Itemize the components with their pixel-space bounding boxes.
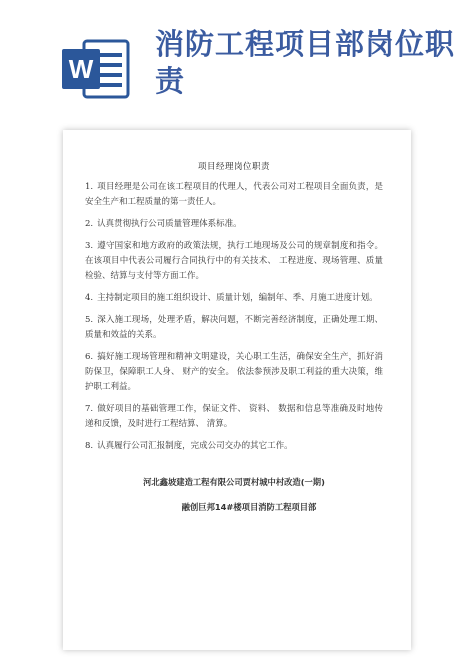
department-name: 融创巨邦14#楼项目消防工程项目部 <box>181 502 317 512</box>
document-page <box>63 130 411 650</box>
duty-item: 3. 遵守国家和地方政府的政策法规，执行工地现场及公司的规章制度和指令。 在该项目中代表公司履行合同执行中的有关技术、 工程进度、现场管理、质量检验、结算与支付等方面工作。 <box>85 241 383 281</box>
duty-item: 4. 主持制定项目的施工组织设计、质量计划，编制年、季、月施工进度计划。 <box>85 293 378 303</box>
signature-block <box>85 476 383 514</box>
section-heading: 项目经理岗位职责 <box>197 162 270 172</box>
duty-item: 5. 深入施工现场，处理矛盾，解决问题，不断完善经济制度，正确处理工期、质量和效益的关系。 <box>85 315 383 340</box>
duty-item: 6. 搞好施工现场管理和精神文明建设，关心职工生活，确保安全生产，抓好消防保卫，保障职工人身、 财产的安全。 依法参预涉及职工利益的重大决策，维护职工利益。 <box>85 352 383 392</box>
document-title: 消防工程项目部岗位职责 <box>155 27 456 98</box>
svg-text:W: W <box>68 54 94 84</box>
page-content <box>85 160 383 514</box>
company-name: 河北鑫坡建造工程有限公司贾村城中村改造(一期) <box>143 477 325 487</box>
duty-item: 1. 项目经理是公司在该工程项目的代理人，代表公司对工程项目全面负责，是安全生产和工程质量的第一责任人。 <box>85 182 383 207</box>
duty-item: 8. 认真履行公司汇报制度，完成公司交办的其它工作。 <box>85 441 293 451</box>
preview-header <box>0 0 474 118</box>
duty-item: 2. 认真贯彻执行公司质量管理体系标准。 <box>85 219 242 229</box>
duty-item: 7. 做好项目的基础管理工作，保证文件、 资料、 数据和信息等准确及时地传递和反馈，及时进行工程结算、 清算。 <box>85 404 383 429</box>
word-icon <box>60 37 132 101</box>
